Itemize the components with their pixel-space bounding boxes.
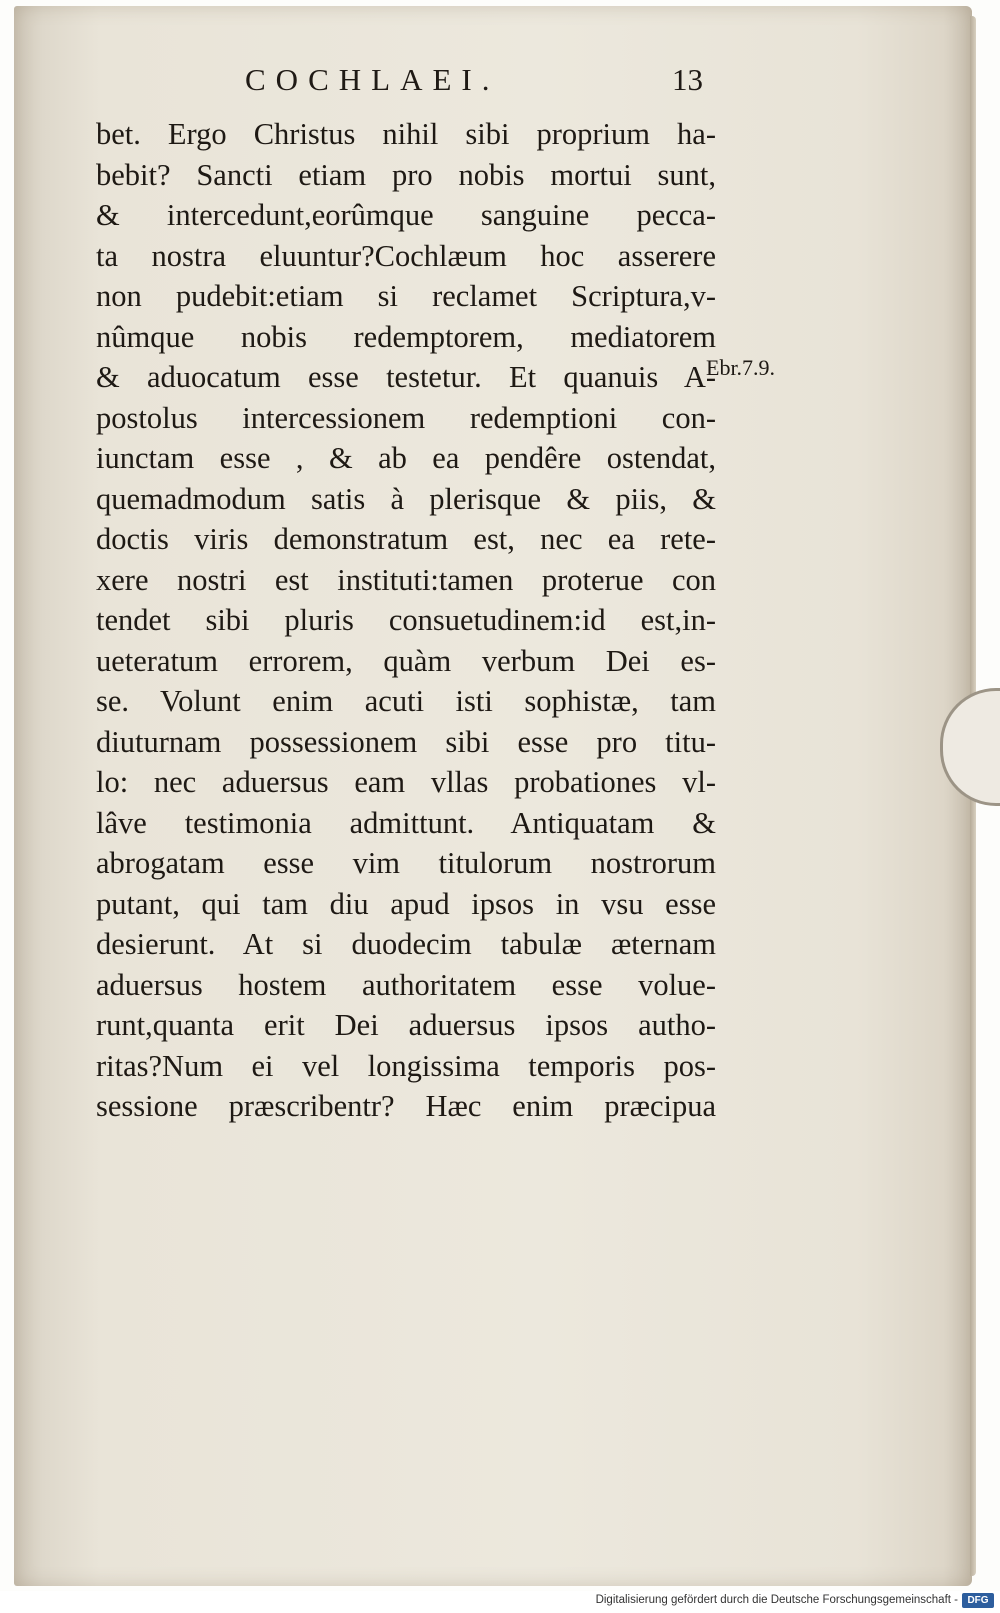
text-line: abrogatam esse vim titulorum nostrorum — [96, 846, 716, 880]
text-line: bebit? Sancti etiam pro nobis mortui sunt, — [96, 157, 716, 192]
text-line: tendet sibi pluris consuetudinem:id est,in- — [96, 603, 716, 637]
text-line: putant, qui tam diu apud ipsos in vsu esse — [96, 886, 716, 921]
text-line: doctis viris demonstratum est, nec ea rete- — [96, 522, 716, 556]
text-line: ta nostra eluuntur?Cochlæum hoc asserere — [96, 238, 716, 273]
text-line: ritas?Num ei vel longissima temporis pos- — [96, 1048, 716, 1083]
digitization-footer — [0, 1591, 1000, 1613]
text-line: non pudebit:etiam si reclamet Scriptura,v- — [96, 279, 716, 313]
text-line: & aduocatum esse testetur. Et quanuis A- — [96, 360, 716, 394]
text-line: nûmque nobis redemptorem, mediatorem — [96, 319, 716, 354]
running-title: COCHLAEI. — [245, 62, 500, 97]
body-text — [96, 114, 716, 1127]
text-line: xere nostri est instituti:tamen proterue con — [96, 562, 716, 597]
page-number: 13 — [672, 62, 703, 97]
text-line: se. Volunt enim acuti isti sophistæ, tam — [96, 684, 716, 718]
text-line: ueteratum errorem, quàm verbum Dei es- — [96, 643, 716, 678]
text-line: bet. Ergo Christus nihil sibi proprium ha- — [96, 117, 716, 151]
text-line: quemadmodum satis à plerisque & piis, & — [96, 481, 716, 516]
text-line: desierunt. At si duodecim tabulæ æternam — [96, 927, 716, 961]
text-line: iunctam esse , & ab ea pendêre ostendat, — [96, 441, 716, 475]
text-line: lo: nec aduersus eam vllas probationes vl- — [96, 765, 716, 799]
text-line: & intercedunt,eorûmque sanguine pecca- — [96, 198, 716, 232]
text-line: lâve testimonia admittunt. Antiquatam & — [96, 805, 716, 840]
text-line: sessione præscribentr? Hæc enim præcipua — [96, 1089, 716, 1123]
text-line: runt,quanta erit Dei aduersus ipsos autho- — [96, 1008, 716, 1042]
text-line: diuturnam possessionem sibi esse pro titu- — [96, 724, 716, 759]
margin-note: Ebr.7.9. — [706, 355, 776, 380]
text-line: aduersus hostem authoritatem esse volue- — [96, 967, 716, 1002]
page-header — [0, 62, 1000, 102]
dfg-logo: DFG — [962, 1593, 994, 1608]
funding-credit: Digitalisierung gefördert durch die Deutsche Forschungsgemeinschaft - — [595, 1594, 958, 1606]
text-line: postolus intercessionem redemptioni con- — [96, 400, 716, 435]
